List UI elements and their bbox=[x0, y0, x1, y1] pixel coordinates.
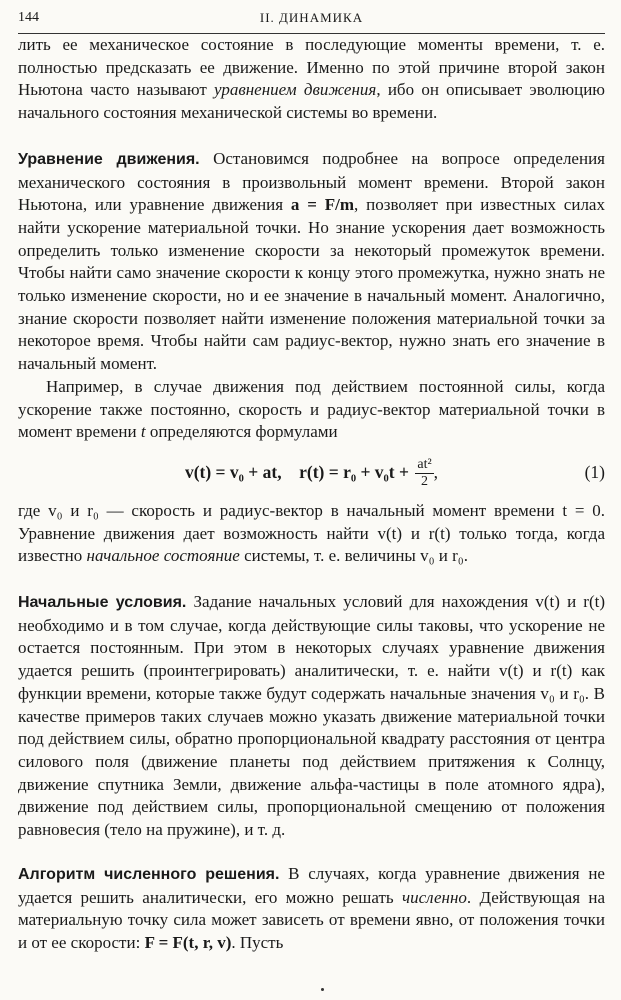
formula-position: r(t) = r₀ + v₀t + bbox=[299, 461, 414, 482]
section-numerical-algorithm: Алгоритм численного решения. В случаях, когда уравнение движения не удается решить аналитически, его можно решать численно. Действующая на материальную точку сила может зависеть от времени явно, от положения точки и от ее скорости: F = F(t, r, v). Пусть bbox=[18, 863, 605, 952]
section-heading: Начальные условия. bbox=[18, 594, 187, 612]
paragraph-example: Например, в случае движения под действием постоянной силы, когда ускорение также постоянно, скорость и радиус-вектор материальной точки в момент времени t определяются формулами bbox=[18, 376, 605, 442]
paragraph-after-formula: где v₀ и r₀ — скорость и радиус-вектор в начальный момент времени t = 0. Уравнение движения дает возможность найти v(t) и r(t) только тогда, когда известно начальное состояние системы, т. е. величины v₀ и r₀. bbox=[18, 500, 605, 566]
section-equation-of-motion: Уравнение движения. Остановимся подробнее на вопросе определения механического состояния в произвольный момент времени. Второй закон Ньютона, или уравнение движения a = F/m, позволяет при известных силах найти ускорение материальной точки. Но знание ускорения дает возможность определить только изменение скорости за некоторый промежуток времени. Чтобы найти само значение скорости к концу этого промежутка, нужно знать не только изменение скорости, но и ее значение в начальный момент. Аналогично, знание скорости позволяет найти изменение положения материальной точки за некоторое время. Чтобы найти сам радиус-вектор, нужно знать его значение в начальный момент. bbox=[18, 148, 605, 374]
term-initial-state: начальное состояние bbox=[86, 546, 240, 566]
inline-formula-force: F = F(t, r, v) bbox=[144, 932, 232, 952]
term-equation-of-motion: уравнением движения bbox=[214, 80, 377, 100]
paragraph-intro: лить ее механическое состояние в последующие моменты времени, т. е. полностью предсказать ее движение. Именно по этой причине второй закон Ньютона часто называют уравнением движения, ибо он описывает эволюцию начального состояния механической системы во времени. bbox=[18, 35, 605, 123]
formula-fraction: $\frac{\text{at²}}{2}$ bbox=[417, 457, 432, 490]
page-header bbox=[18, 10, 605, 32]
term-numerically: численно bbox=[401, 887, 467, 907]
page-number: 144 bbox=[18, 10, 39, 25]
formula-1: v(t) = v₀ + at, r(t) = r₀ + v₀t + $\frac{\text{at²}}{2}$ , (1) bbox=[18, 444, 605, 500]
inline-formula: a = F/m bbox=[290, 195, 355, 215]
equation-number: (1) bbox=[584, 461, 605, 482]
page-body bbox=[18, 34, 605, 955]
formula-velocity: v(t) = v₀ + at, bbox=[184, 461, 282, 482]
section-heading: Уравнение движения. bbox=[18, 150, 200, 168]
section-heading: Алгоритм численного решения. bbox=[18, 865, 280, 883]
section-initial-conditions: Начальные условия. Задание начальных условий для нахождения v(t) и r(t) необходимо и в том случае, когда действующие силы таковы, что ускорение не остается постоянным. При этом в некоторых случаях уравнение движения удается решить (проинтегрировать) аналитически, т. е. найти v(t) и r(t) как функции времени, которые также будут содержать начальные значения v₀ и r₀. В качестве примеров таких случаев можно указать движение материальной точки под действием силы, обратно пропорциональной квадрату расстояния от центра силового поля (движение планеты под действием притяжения к Солнцу, движение спутника Земли, движение альфа-частицы в поле атомного ядра), движение под действием силы, пропорциональной смещению от положения равновесия (тело на пружине), и т. д. bbox=[18, 592, 606, 840]
running-title: II. ДИНАМИКА bbox=[259, 10, 364, 25]
page-dot bbox=[321, 988, 324, 991]
